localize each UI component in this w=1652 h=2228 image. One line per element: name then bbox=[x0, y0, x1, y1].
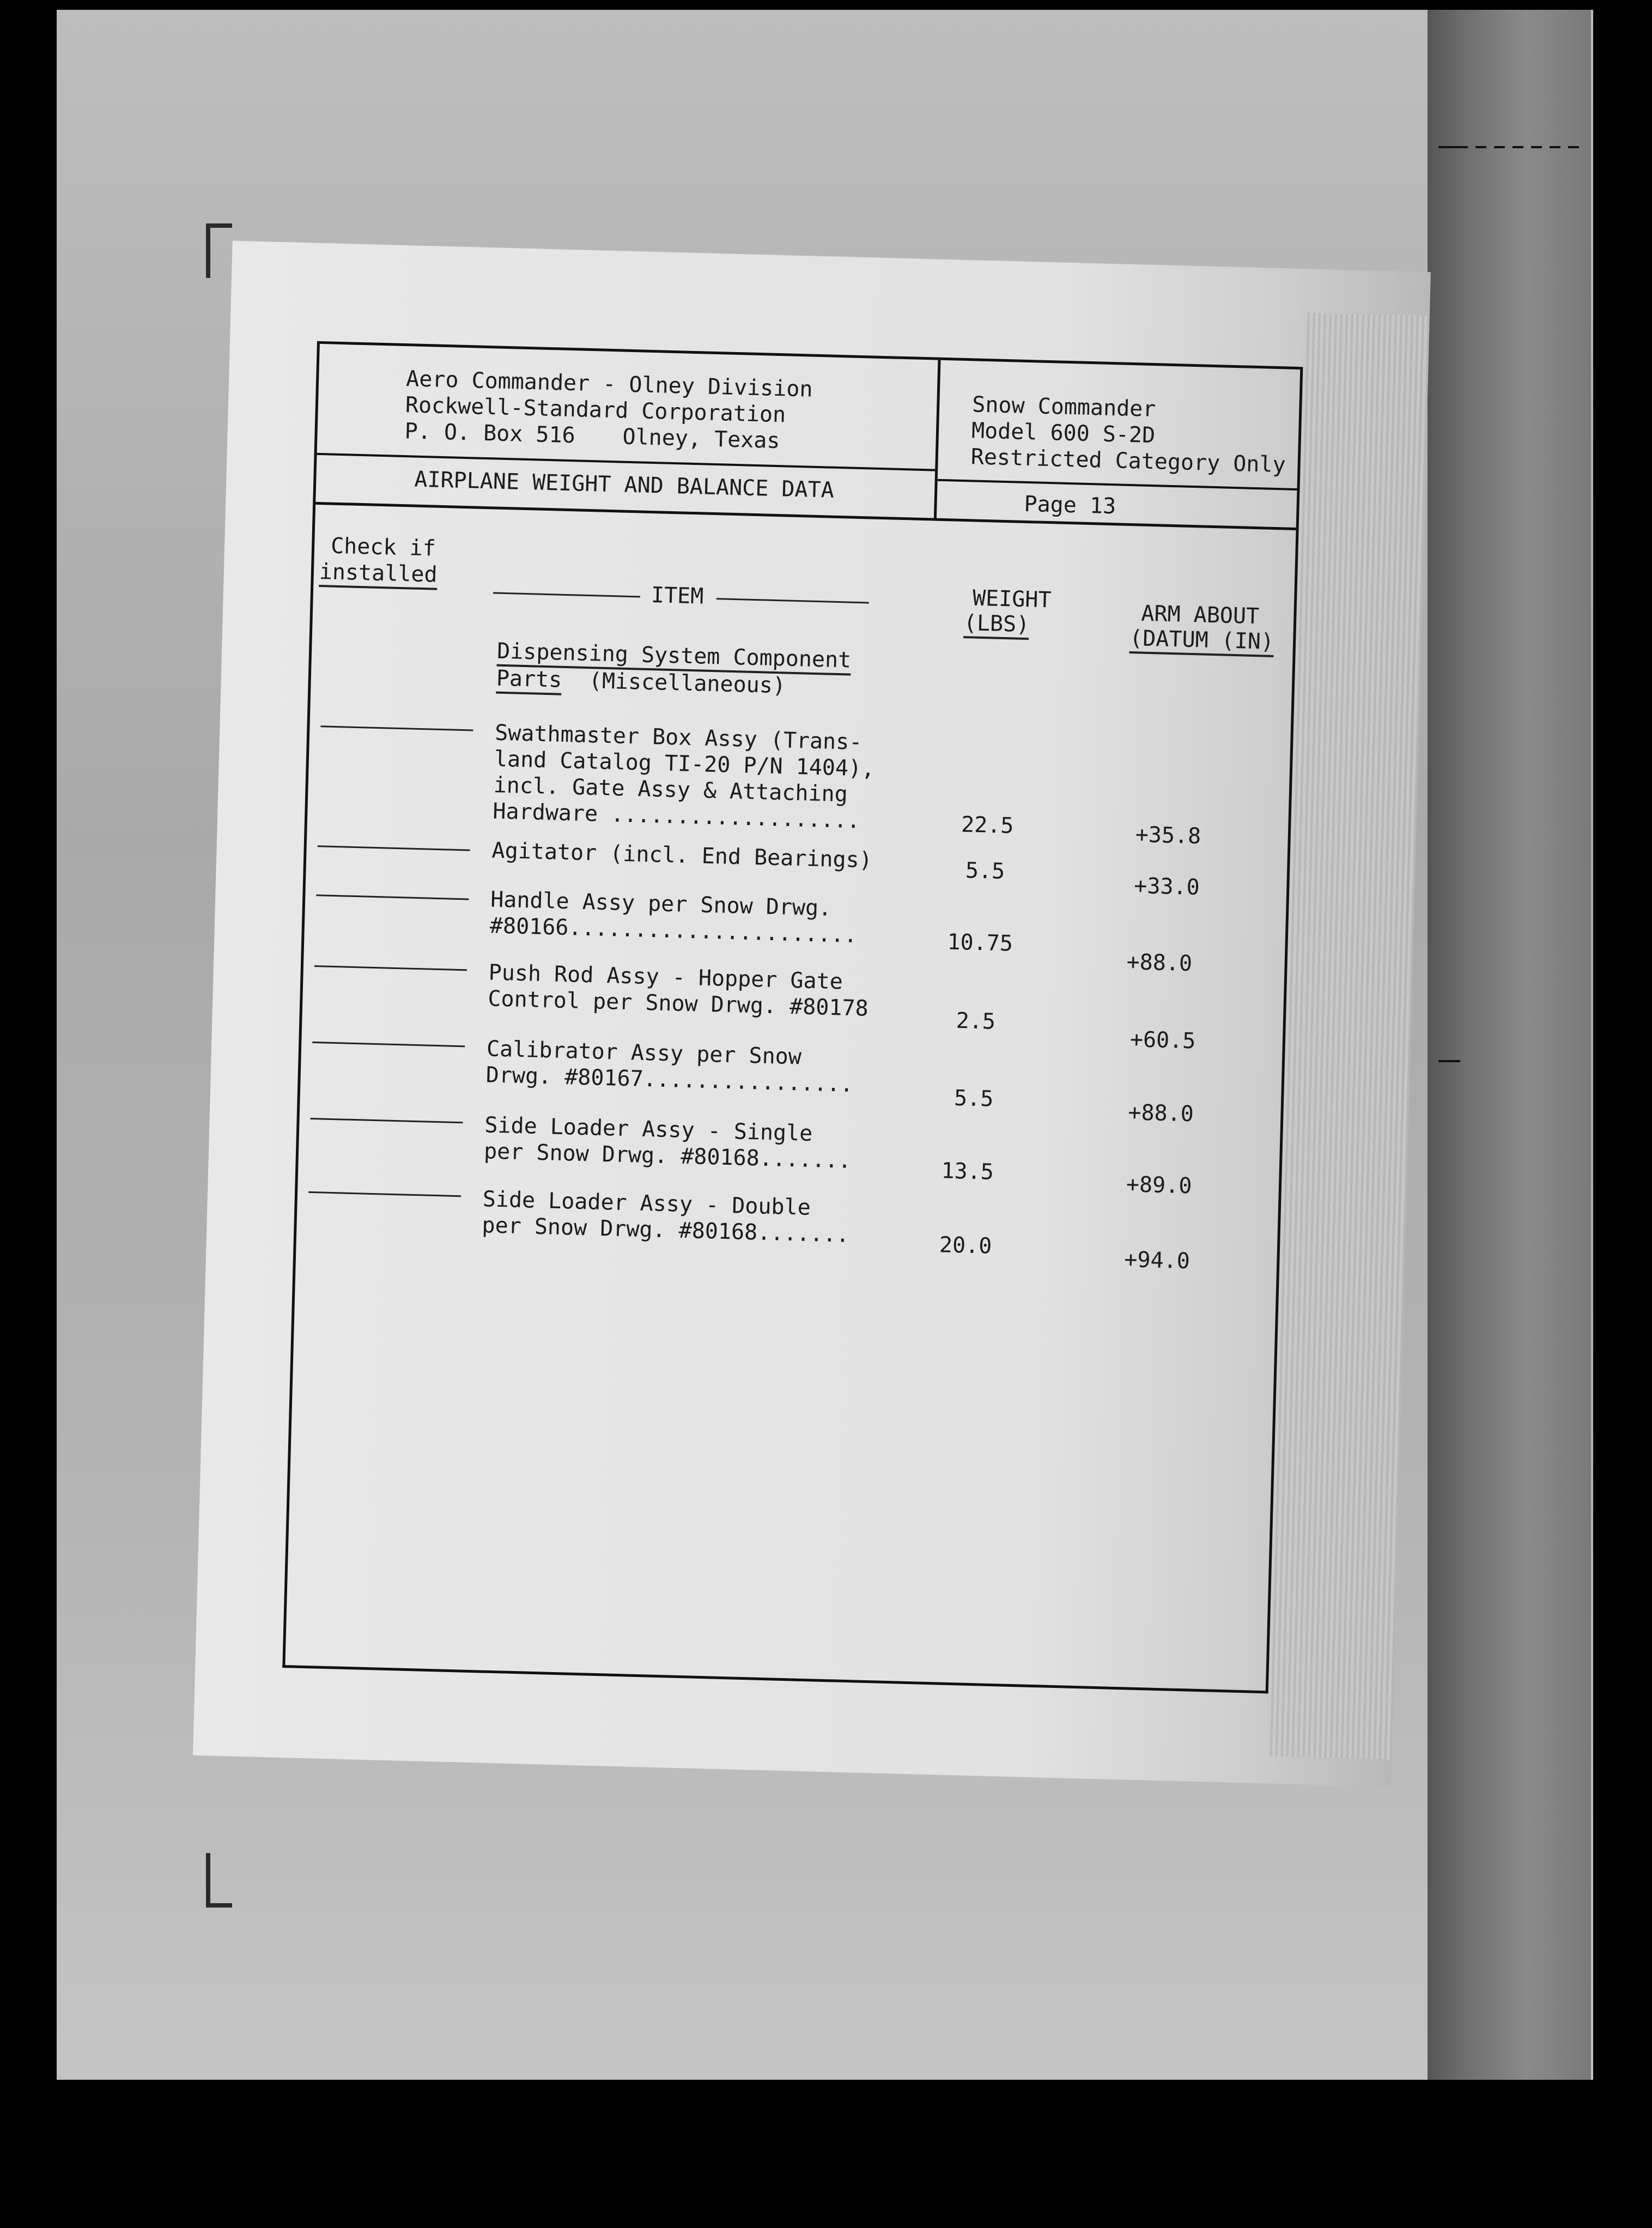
section-title-misc: (Miscellaneous) bbox=[588, 668, 786, 699]
item-weight: 10.75 bbox=[946, 929, 1013, 956]
model-name: Snow Commander bbox=[971, 392, 1157, 422]
column-weight-label-1: WEIGHT bbox=[972, 585, 1052, 613]
item-description: per Snow Drwg. #80168....... bbox=[483, 1139, 852, 1173]
form-title: AIRPLANE WEIGHT AND BALANCE DATA bbox=[414, 467, 835, 503]
edge-dash-mark bbox=[1438, 146, 1586, 148]
header-divider-right bbox=[938, 479, 1297, 491]
column-check-label-2: installed bbox=[319, 561, 438, 590]
item-description: Handle Assy per Snow Drwg. bbox=[490, 887, 832, 921]
item-description: Calibrator Assy per Snow bbox=[486, 1036, 802, 1070]
column-item-label: ITEM bbox=[651, 583, 704, 609]
item-weight: 20.0 bbox=[939, 1232, 992, 1259]
item-arm: +88.0 bbox=[1127, 1100, 1194, 1127]
check-installed-line bbox=[320, 725, 473, 731]
item-description: land Catalog TI-20 P/N 1404), bbox=[494, 746, 875, 782]
check-installed-line bbox=[312, 1042, 465, 1047]
item-description: Push Rod Assy - Hopper Gate bbox=[488, 960, 843, 995]
item-description: Control per Snow Drwg. #80178 bbox=[487, 986, 869, 1021]
item-description: Side Loader Assy - Single bbox=[484, 1112, 813, 1147]
item-arm: +33.0 bbox=[1133, 873, 1200, 900]
film-backing-shadow bbox=[1428, 10, 1591, 2080]
company-line2: Rockwell-Standard Corporation bbox=[405, 392, 786, 428]
edge-tick-mark bbox=[1438, 1060, 1460, 1062]
item-description: per Snow Drwg. #80168....... bbox=[482, 1213, 850, 1248]
corner-bracket-bottom bbox=[206, 1853, 232, 1908]
item-description: Side Loader Assy - Double bbox=[482, 1186, 811, 1221]
form-frame bbox=[282, 341, 1303, 1694]
company-line1: Aero Commander - Olney Division bbox=[405, 366, 813, 402]
item-description: Agitator (incl. End Bearings) bbox=[491, 838, 873, 873]
page-number: Page 13 bbox=[1024, 491, 1116, 519]
column-arm-label-1: ARM ABOUT bbox=[1140, 601, 1260, 629]
check-installed-line bbox=[308, 1191, 461, 1197]
column-check-label-1: Check if bbox=[330, 533, 436, 561]
check-installed-line bbox=[318, 845, 470, 851]
item-weight: 5.5 bbox=[965, 858, 1005, 885]
item-arm: +94.0 bbox=[1123, 1247, 1191, 1274]
item-arm: +60.5 bbox=[1129, 1027, 1196, 1054]
item-arm: +35.8 bbox=[1135, 822, 1201, 849]
header-divider bbox=[317, 453, 936, 471]
item-header-rule bbox=[716, 598, 869, 603]
item-weight: 2.5 bbox=[956, 1008, 996, 1034]
check-installed-line bbox=[316, 894, 469, 900]
check-installed-line bbox=[311, 1118, 463, 1123]
form-header bbox=[315, 341, 1300, 530]
item-description: incl. Gate Assy & Attaching bbox=[493, 772, 848, 807]
item-weight: 5.5 bbox=[953, 1085, 994, 1112]
item-description: Swathmaster Box Assy (Trans- bbox=[494, 720, 863, 755]
header-company-block bbox=[315, 344, 940, 521]
column-weight-label-2: (LBS) bbox=[963, 612, 1030, 640]
item-header-rule bbox=[493, 592, 640, 597]
column-arm-label-2: (DATUM (IN) bbox=[1129, 627, 1274, 657]
model-number: Model 600 S-2D bbox=[971, 418, 1156, 449]
corner-bracket-top bbox=[206, 223, 232, 278]
category: Restricted Category Only bbox=[970, 444, 1286, 478]
item-description: Hardware ................... bbox=[492, 798, 861, 834]
city: Olney, Texas bbox=[622, 424, 781, 454]
item-arm: +89.0 bbox=[1126, 1172, 1192, 1199]
item-weight: 22.5 bbox=[961, 812, 1015, 839]
item-description: Drwg. #80167................ bbox=[485, 1062, 854, 1098]
item-weight: 13.5 bbox=[940, 1158, 994, 1185]
po-box: P. O. Box 516 bbox=[404, 419, 576, 449]
check-installed-line bbox=[314, 965, 467, 971]
item-description: #80166...................... bbox=[489, 913, 858, 948]
section-title-parts: Parts bbox=[496, 668, 562, 695]
document-sheet bbox=[193, 241, 1431, 1787]
section-title: Dispensing System Component bbox=[496, 640, 851, 676]
item-arm: +88.0 bbox=[1126, 949, 1193, 977]
